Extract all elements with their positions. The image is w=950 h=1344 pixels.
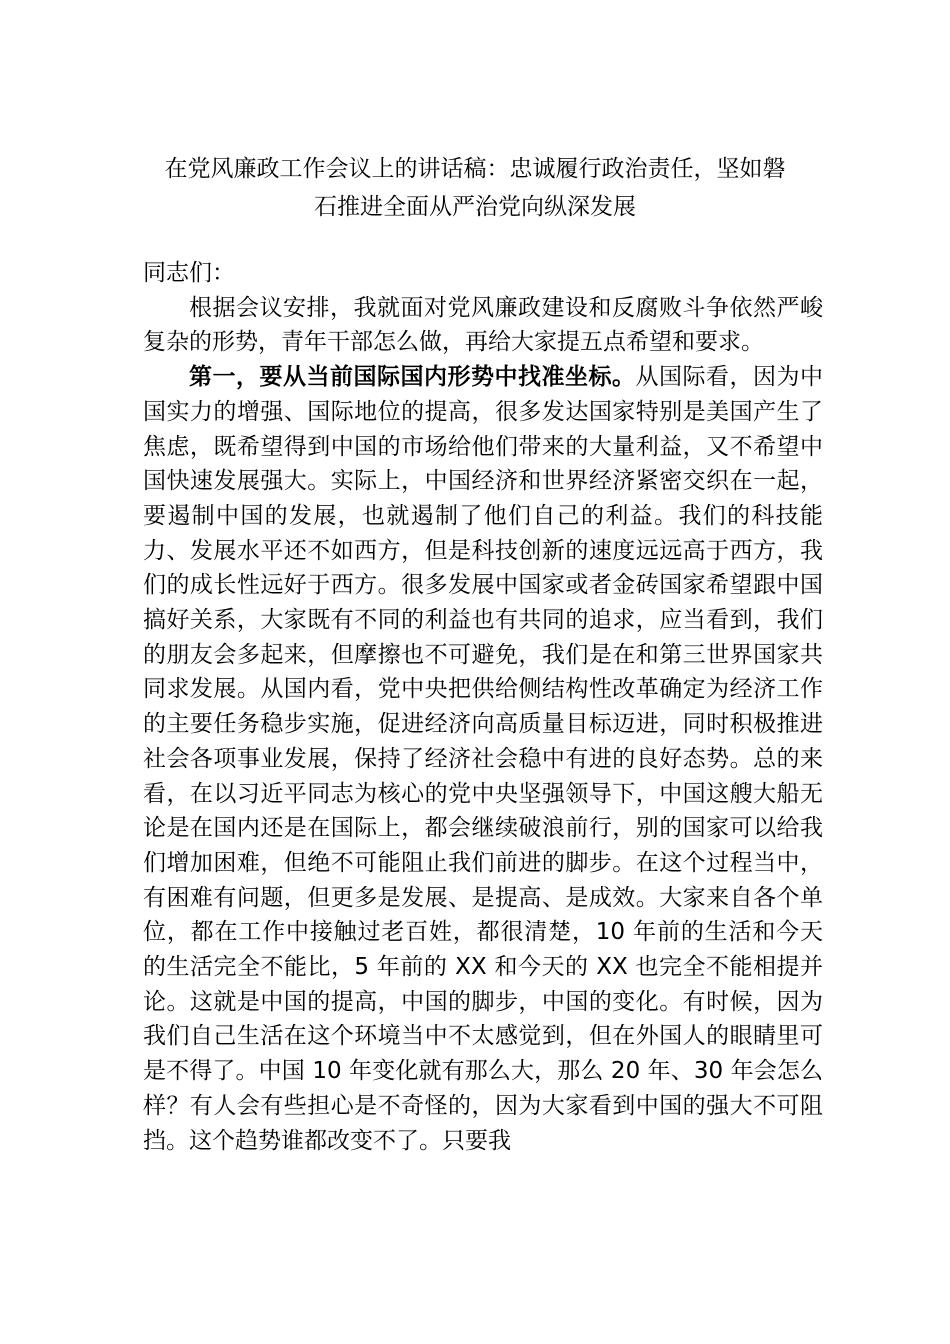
paragraph-text: 从国际看，因为中国实力的增强、国际地位的提高，很多发达国家特别是美国产生了焦虑，既希望得到中国的市场给他们带来的大量利益，又不希望中国快速发展强大。实际上，中国经济和世界经济紧密交织在一起，要遏制中国的发展，也就遏制了他们自己的利益。我们的科技能力、发展水平还不如西方，但是科技创新的速度远远高于西方，我们的成长性远好于西方。很多发展中国家或者金砖国家希望跟中国搞好关系，大家既有不同的利益也有共同的追求，应当看到，我们的朋友会多起来，但摩擦也不可避免，我们是在和第三世界国家共同求发展。从国内看，党中央把供给侧结构性改革确定为经济工作的主要任务稳步实施，促进经济向高质量目标迈进，同时积极推进社会各项事业发展，保持了经济社会稳中有进的良好态势。总的来看，在以习近平同志为核心的党中央坚强领导下，中国这艘大船无论是在国内还是在国际上，都会继续破浪前行，别的国家可以给我们增加困难，但绝不可能阻止我们前进的脚步。在这个过程当中，有困难有问题，但更多是发展、是提高、是成效。大家来自各个单位，都在工作中接触过老百姓，都很清楚，10 年前的生活和今天的生活完全不能比，5 年前的 XX 和今天的 XX 也完全不能相提并论。这就是中国的提高，中国的脚步，中国的变化。有时候，因为我们自己生活在这个环境当中不太感觉到，但在外国人的眼睛里可是不得了。中国 10 年变化就有那么大，那么 20 年、30 年会怎么样？有人会有些担心是不奇怪的，因为大家看到中国的强大不可阻挡。这个趋势谁都改变不了。只要我 — [143, 364, 823, 1154]
paragraph-text: 根据会议安排，我就面对党风廉政建设和反腐败斗争依然严峻复杂的形势，青年干部怎么做，再给大家提五点希望和要求。 — [143, 294, 823, 356]
paragraph-intro — [143, 291, 823, 360]
document-title — [120, 150, 830, 226]
salutation: 同志们： — [143, 260, 235, 286]
title-line-1: 在党风廉政工作会议上的讲话稿：忠诚履行政治责任，坚如磐 — [164, 156, 786, 182]
title-line-2: 石推进全面从严治党向纵深发展 — [314, 194, 636, 220]
document-body — [143, 256, 823, 1158]
paragraph-first-point — [143, 360, 823, 1158]
paragraph-lead-heading: 第一，要从当前国际国内形势中找准坐标。 — [189, 364, 636, 391]
